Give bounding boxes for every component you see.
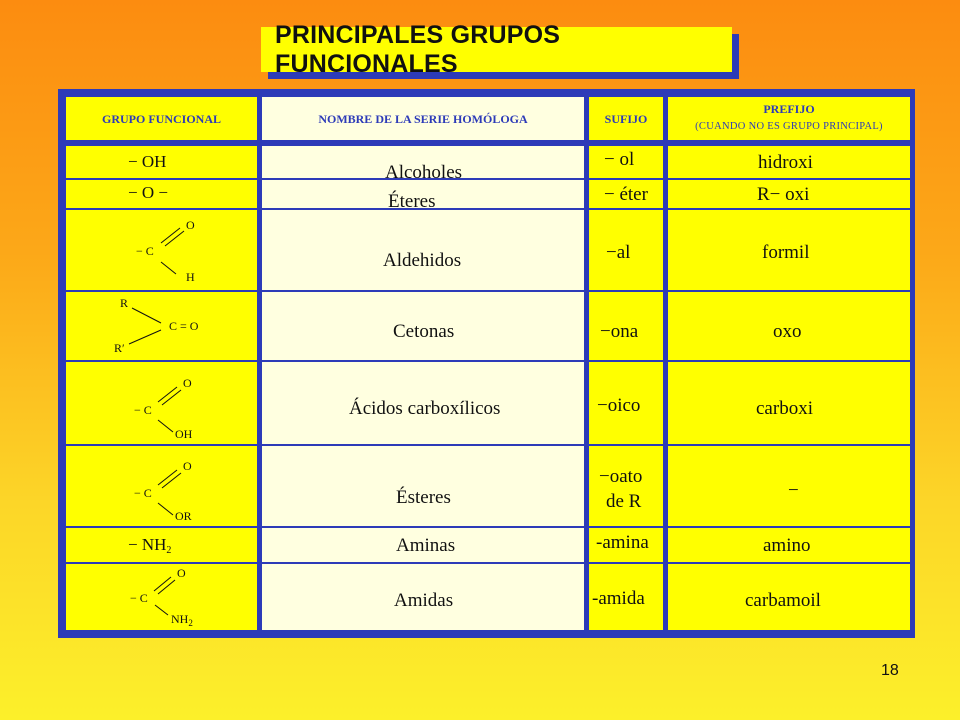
group-ester-c: − C [134,486,152,500]
page-title [261,20,732,78]
suffix-ol: − ol [604,149,635,170]
prefix-hidroxi: hidroxi [758,152,813,173]
header-prefix: PREFIJO [763,102,815,116]
row-separator [58,208,915,210]
group-acid-c: − C [134,403,152,417]
group-ketone-co: C = O [169,319,199,333]
row-separator [58,290,915,292]
group-amide-nh2 [171,612,193,628]
group-ester-or: OR [175,509,192,523]
group-amide-subscript: 2 [188,618,193,628]
suffix-amina: -amina [596,532,649,553]
page-title-text: PRINCIPALES GRUPOS FUNCIONALES [275,20,561,78]
group-amide-o: O [177,566,186,580]
series-amidas: Amidas [394,590,454,611]
row-separator [58,562,915,564]
page-number: 18 [881,662,899,679]
group-aldehyde-o: O [186,218,195,232]
suffix-al: −al [606,242,631,263]
group-acid-oh: OH [175,427,193,441]
group-ether: − O − [128,183,168,202]
header-series: NOMBRE DE LA SERIE HOMÓLOGA [318,112,528,126]
suffix-de-r: de R [606,491,642,512]
series-cetonas: Cetonas [393,321,455,342]
header-suffix: SUFIJO [604,112,648,126]
group-amide-c: − C [130,591,148,605]
suffix-amida: -amida [592,588,645,609]
series-aminas: Aminas [396,535,456,556]
header-group: GRUPO FUNCIONAL [102,112,221,126]
group-amine [128,535,171,556]
group-amine-main: − NH [128,535,167,554]
series-esteres: Ésteres [396,487,451,508]
group-ketone-r2: R′ [114,341,125,355]
prefix-carbamoil: carbamoil [745,590,821,611]
group-hydroxyl: − OH [128,152,167,171]
group-amide-nh: NH [171,612,189,626]
series-eteres: Éteres [388,191,436,212]
series-acidos-carboxilicos: Ácidos carboxílicos [349,398,501,419]
group-ketone-r1: R [120,296,129,310]
group-acid-o: O [183,376,192,390]
prefix-r-oxi: R− oxi [757,184,810,205]
row-separator [58,178,915,180]
amide-bonds [0,0,1,1]
prefix-none: − [788,480,799,501]
group-aldehyde-c: − C [136,244,154,258]
group-amine-subscript: 2 [166,545,172,556]
header-separator [58,140,915,146]
series-alcoholes: Alcoholes [385,162,463,183]
suffix-oato: −oato [599,466,643,487]
series-aldehidos: Aldehidos [383,250,462,271]
prefix-oxo: oxo [773,321,802,342]
prefix-formil: formil [762,242,810,263]
row-separator [58,444,915,446]
row-separator [58,360,915,362]
group-ester-o: O [183,459,192,473]
suffix-oico: −oico [597,395,641,416]
prefix-carboxi: carboxi [756,398,813,419]
prefix-amino: amino [763,535,811,556]
suffix-ona: −ona [600,321,639,342]
suffix-eter: − éter [604,184,648,205]
group-aldehyde-h: H [186,270,195,284]
row-separator [58,526,915,528]
header-prefix-note: (CUANDO NO ES GRUPO PRINCIPAL) [695,121,883,132]
